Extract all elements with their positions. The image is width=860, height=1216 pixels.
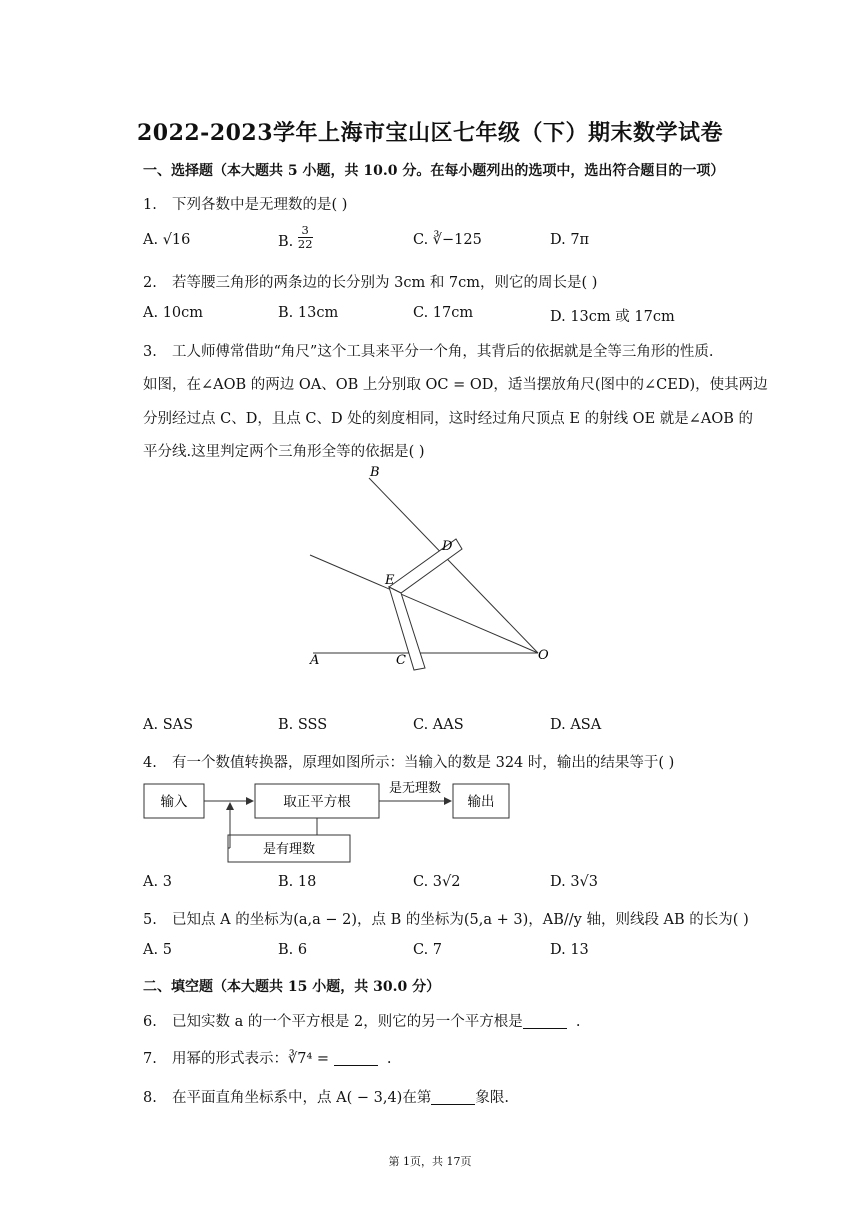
question-number: 7. xyxy=(143,1051,157,1067)
question-text: 用幂的形式表示： xyxy=(172,1051,288,1067)
fraction xyxy=(298,224,313,251)
option-c: C. 7 xyxy=(413,942,443,958)
label-o: O xyxy=(538,648,549,663)
option-d: D. ASA xyxy=(550,717,602,733)
question-3 xyxy=(143,340,713,361)
section-heading-fill: 二、填空题（本大题共 15 小题，共 30.0 分） xyxy=(143,979,441,995)
option-a: A. √16 xyxy=(143,232,191,248)
question-number: 3. xyxy=(143,344,157,360)
output-label: 输出 xyxy=(467,794,495,810)
question-text: 若等腰三角形的两条边的长分别为 3cm 和 7cm，则它的周长是( ) xyxy=(172,275,598,291)
numerator: 3 xyxy=(298,224,313,238)
option-a: A. 10cm xyxy=(143,305,204,321)
question-number: 8. xyxy=(143,1090,157,1106)
question-text: 已知实数 a 的一个平方根是 2，则它的另一个平方根是 xyxy=(172,1014,523,1030)
label-b: B xyxy=(370,465,380,480)
question-end: . xyxy=(575,1014,581,1030)
denominator: 22 xyxy=(297,237,313,251)
question-number: 4. xyxy=(143,755,157,771)
option-d: D. 3√3 xyxy=(550,874,599,890)
option-c: C. ∛−125 xyxy=(413,232,482,248)
angle-ruler-diagram xyxy=(300,458,560,678)
page-title: 2022-2023学年上海市宝山区七年级（下）期末数学试卷 xyxy=(136,120,724,146)
math-expression: ∛7⁴ = xyxy=(288,1051,330,1067)
question-6 xyxy=(143,1010,581,1031)
rational-label: 是有理数 xyxy=(262,842,316,857)
option-label: B. xyxy=(278,234,294,250)
question-number: 1. xyxy=(143,197,157,213)
answer-blank xyxy=(431,1090,475,1105)
page-footer: 第 1页，共 17页 xyxy=(388,1155,472,1168)
question-text: 下列各数中是无理数的是( ) xyxy=(172,197,348,213)
question-end: 象限. xyxy=(475,1090,509,1106)
label-a: A xyxy=(310,653,320,668)
option-d: D. 7π xyxy=(550,232,590,248)
option-d: D. 13 xyxy=(550,942,589,958)
option-a: A. 3 xyxy=(143,874,172,890)
question-number: 5. xyxy=(143,912,157,928)
option-c: C. 17cm xyxy=(413,305,474,321)
option-b xyxy=(278,224,313,251)
option-d: D. 13cm 或 17cm xyxy=(550,309,675,325)
question-number: 6. xyxy=(143,1014,157,1030)
question-text-line-1: 工人师傅常借助“角尺”这个工具来平分一个角，其背后的依据就是全等三角形的性质. xyxy=(172,344,714,360)
question-3-line-2: 如图，在∠AOB 的两边 OA、OB 上分别取 OC = OD，适当摆放角尺(图中的∠CED)，使其两边 xyxy=(143,377,768,393)
irrational-label: 是无理数 xyxy=(388,781,442,796)
question-8 xyxy=(143,1086,509,1107)
option-a: A. 5 xyxy=(143,942,172,958)
question-text: 已知点 A 的坐标为(a,a − 2)，点 B 的坐标为(5,a + 3)，AB//y 轴，则线段 AB 的长为( ) xyxy=(172,912,749,928)
ray-ob xyxy=(369,478,538,653)
question-7 xyxy=(143,1047,391,1068)
ruler-arm-ec xyxy=(389,587,425,670)
question-5 xyxy=(143,908,749,929)
option-b: B. 6 xyxy=(278,942,308,958)
option-b: B. 18 xyxy=(278,874,317,890)
process-label: 取正平方根 xyxy=(283,794,351,810)
question-3-line-3: 分别经过点 C、D，且点 C、D 处的刻度相同，这时经过角尺顶点 E 的射线 OE 就是∠AOB 的 xyxy=(143,411,754,427)
answer-blank xyxy=(523,1014,567,1029)
number-converter-flowchart xyxy=(138,772,518,868)
option-a: A. SAS xyxy=(143,717,194,733)
question-1 xyxy=(143,193,347,214)
question-text: 有一个数值转换器，原理如图所示：当输入的数是 324 时，输出的结果等于( ) xyxy=(172,755,675,771)
question-number: 2. xyxy=(143,275,157,291)
input-label: 输入 xyxy=(160,794,188,810)
question-end: . xyxy=(386,1051,392,1067)
option-c: C. 3√2 xyxy=(413,874,461,890)
label-e: E xyxy=(385,573,395,588)
option-b: B. 13cm xyxy=(278,305,339,321)
question-4 xyxy=(143,751,674,772)
section-heading-choice: 一、选择题（本大题共 5 小题，共 10.0 分。在每小题列出的选项中，选出符合题目的一项） xyxy=(143,163,725,179)
question-2 xyxy=(143,271,597,292)
label-c: C xyxy=(396,653,406,668)
question-3-line-4: 平分线.这里判定两个三角形全等的依据是( ) xyxy=(143,444,425,460)
label-d: D xyxy=(442,539,453,554)
option-c: C. AAS xyxy=(413,717,464,733)
option-b: B. SSS xyxy=(278,717,328,733)
question-text: 在平面直角坐标系中，点 A( − 3,4)在第 xyxy=(172,1090,432,1106)
answer-blank xyxy=(334,1051,378,1066)
